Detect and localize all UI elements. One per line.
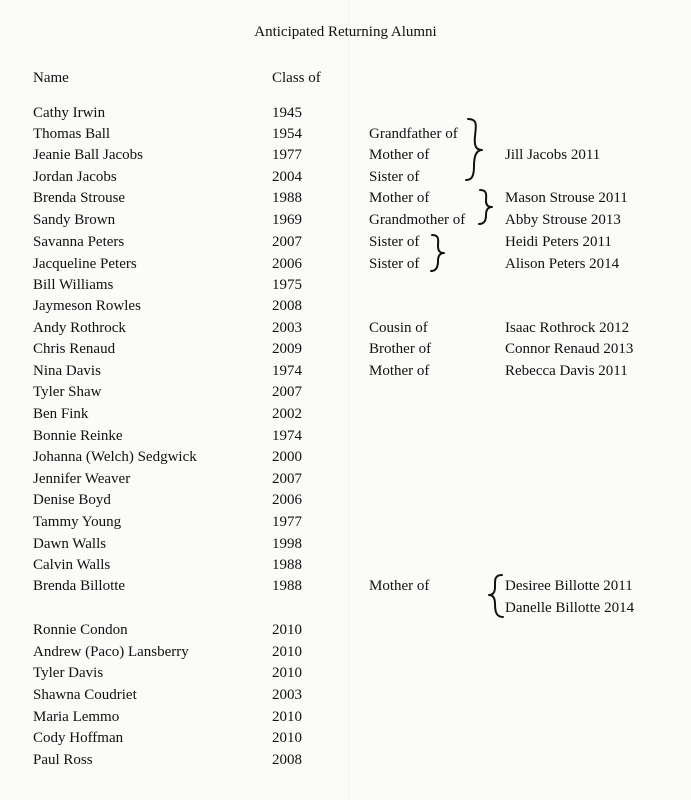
alumni-year: 1988 (272, 578, 302, 594)
alumni-year: 2006 (272, 256, 302, 272)
student-name: Alison Peters 2014 (505, 256, 620, 272)
brace-peters (428, 232, 450, 274)
alumni-year: 2010 (272, 730, 302, 746)
relation-label: Sister of (369, 234, 420, 250)
alumni-year: 2010 (272, 622, 302, 638)
alumni-name: Bill Williams (33, 277, 114, 293)
alumni-year: 2004 (272, 169, 302, 185)
relation-label: Sister of (369, 256, 420, 272)
alumni-name: Brenda Billotte (33, 578, 126, 594)
alumni-year: 2010 (272, 709, 302, 725)
student-name: Abby Strouse 2013 (505, 212, 621, 228)
alumni-name: Jordan Jacobs (33, 169, 117, 185)
page-title: Anticipated Returning Alumni (254, 24, 437, 40)
alumni-year: 2000 (272, 449, 302, 465)
alumni-year: 2010 (272, 644, 302, 660)
alumni-name: Andrew (Paco) Lansberry (33, 644, 189, 660)
alumni-year: 2006 (272, 492, 302, 508)
brace-strouse (476, 187, 496, 227)
brace-jacobs (462, 116, 486, 184)
student-name: Heidi Peters 2011 (505, 234, 612, 250)
alumni-year: 2008 (272, 298, 302, 314)
alumni-year: 1988 (272, 190, 302, 206)
relation-label: Cousin of (369, 320, 428, 336)
class-of-column-header: Class of (272, 70, 321, 86)
brace-billotte (484, 572, 506, 620)
alumni-name: Cathy Irwin (33, 105, 106, 121)
alumni-name: Maria Lemmo (33, 709, 120, 725)
relation-label: Mother of (369, 147, 430, 163)
alumni-name: Savanna Peters (33, 234, 125, 250)
alumni-name: Calvin Walls (33, 557, 111, 573)
student-name: Mason Strouse 2011 (505, 190, 628, 206)
alumni-name: Tyler Shaw (33, 384, 102, 400)
relation-label: Sister of (369, 169, 420, 185)
alumni-year: 1974 (272, 428, 302, 444)
alumni-year: 2003 (272, 687, 302, 703)
alumni-name: Ben Fink (33, 406, 89, 422)
alumni-year: 1998 (272, 536, 302, 552)
student-name: Connor Renaud 2013 (505, 341, 634, 357)
alumni-name: Ronnie Condon (33, 622, 128, 638)
alumni-name: Jeanie Ball Jacobs (33, 147, 143, 163)
alumni-name: Jaymeson Rowles (33, 298, 141, 314)
alumni-year: 2007 (272, 234, 302, 250)
student-name: Danelle Billotte 2014 (505, 600, 635, 616)
alumni-name: Tammy Young (33, 514, 122, 530)
alumni-name: Tyler Davis (33, 665, 104, 681)
alumni-year: 1954 (272, 126, 302, 142)
student-name: Desiree Billotte 2011 (505, 578, 633, 594)
alumni-name: Dawn Walls (33, 536, 107, 552)
alumni-year: 2007 (272, 471, 302, 487)
student-name: Isaac Rothrock 2012 (505, 320, 630, 336)
relation-label: Grandmother of (369, 212, 466, 228)
alumni-name: Jacqueline Peters (33, 256, 137, 272)
student-name: Rebecca Davis 2011 (505, 363, 628, 379)
alumni-name: Brenda Strouse (33, 190, 126, 206)
alumni-year: 2003 (272, 320, 302, 336)
alumni-name: Denise Boyd (33, 492, 111, 508)
alumni-name: Chris Renaud (33, 341, 116, 357)
alumni-year: 1975 (272, 277, 302, 293)
relation-label: Mother of (369, 578, 430, 594)
alumni-name: Johanna (Welch) Sedgwick (33, 449, 197, 465)
alumni-year: 1977 (272, 147, 302, 163)
student-name: Jill Jacobs 2011 (505, 147, 601, 163)
relation-label: Brother of (369, 341, 432, 357)
relation-label: Mother of (369, 363, 430, 379)
alumni-year: 1988 (272, 557, 302, 573)
alumni-name: Thomas Ball (33, 126, 111, 142)
scan-fold (348, 0, 349, 800)
alumni-year: 1969 (272, 212, 302, 228)
alumni-year: 1945 (272, 105, 302, 121)
alumni-year: 2009 (272, 341, 302, 357)
alumni-year: 2010 (272, 665, 302, 681)
alumni-year: 2002 (272, 406, 302, 422)
alumni-year: 2008 (272, 752, 302, 768)
alumni-name: Sandy Brown (33, 212, 116, 228)
alumni-name: Bonnie Reinke (33, 428, 123, 444)
alumni-year: 2007 (272, 384, 302, 400)
relation-label: Grandfather of (369, 126, 458, 142)
alumni-name: Shawna Coudriet (33, 687, 137, 703)
alumni-name: Cody Hoffman (33, 730, 124, 746)
alumni-name: Paul Ross (33, 752, 93, 768)
alumni-name: Jennifer Weaver (33, 471, 131, 487)
alumni-name: Nina Davis (33, 363, 101, 379)
alumni-name: Andy Rothrock (33, 320, 126, 336)
name-column-header: Name (33, 70, 69, 86)
relation-label: Mother of (369, 190, 430, 206)
alumni-year: 1974 (272, 363, 302, 379)
alumni-year: 1977 (272, 514, 302, 530)
